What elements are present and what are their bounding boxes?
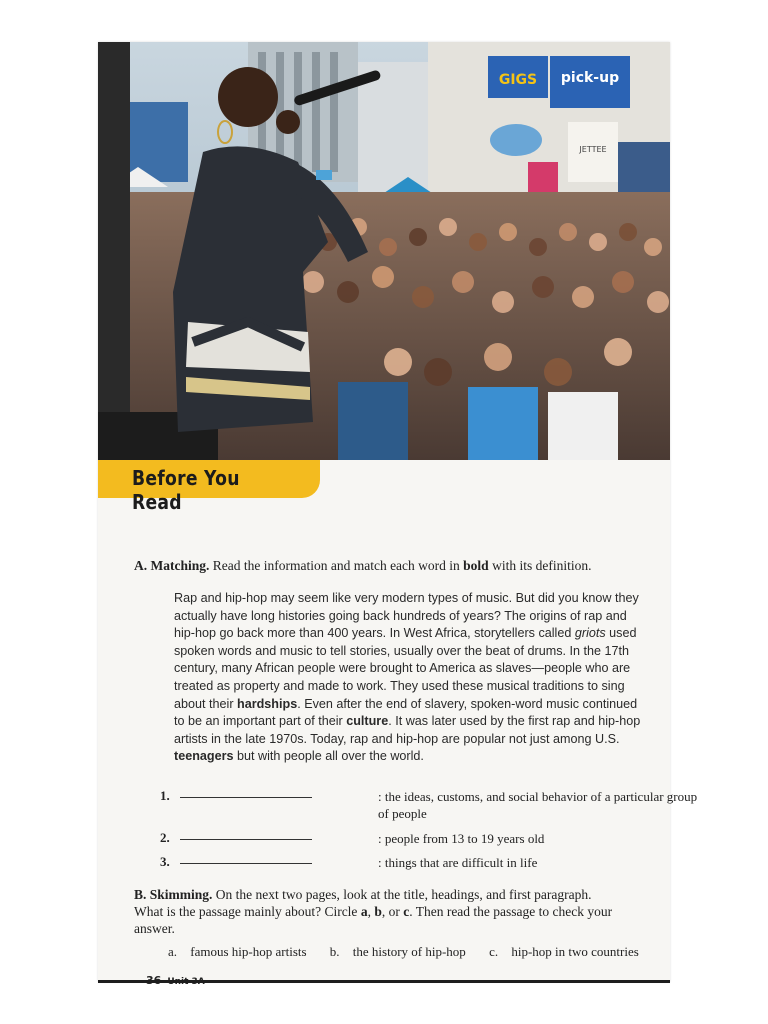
- item-definition: : things that are difficult in life: [378, 855, 538, 870]
- option-b-ref: b: [374, 904, 382, 919]
- passage-part-1: Rap and hip-hop may seem like very modern types of music. But did you know they actually have long histories going back hundreds of years? The origins of rap and hip-hop go back more than 400 years. In West Africa, storytellers called: [174, 591, 639, 641]
- option-c-text: hip-hop in two countries: [511, 944, 639, 959]
- passage-part-3: . Even after the end of slavery, spoken-word music continued to be an important part of their: [174, 696, 638, 729]
- section-a-instruction-post: with its definition.: [492, 558, 592, 573]
- answer-blank-1[interactable]: [180, 796, 312, 798]
- section-b-instruction: On the next two pages, look at the title, headings, and first paragraph. What is the passage mainly about? Circle: [134, 887, 592, 919]
- matching-item-3: [160, 854, 660, 870]
- option-b-text: the history of hip-hop: [352, 944, 466, 959]
- section-b-instruction-end: . Then read the passage to check your answer.: [134, 904, 613, 936]
- section-a-title: Matching.: [150, 558, 210, 573]
- item-definition: : the ideas, customs, and social behavior of a particular group of people: [378, 789, 698, 821]
- passage-hardships: hardships: [237, 696, 298, 711]
- concert-photo: [98, 42, 670, 460]
- passage-culture: culture: [346, 714, 389, 729]
- option-c-ref: c: [403, 904, 410, 919]
- option-a-letter: a.: [168, 944, 178, 959]
- gigs-sign-text: GIGS: [498, 72, 538, 88]
- option-b[interactable]: [330, 944, 476, 959]
- passage-part-5: but with people all over the world.: [237, 749, 424, 764]
- passage-part-2: used spoken words and music to tell stories, usually over the beat of drums. In the 17th century, many African people were brought to America as slaves—people who are treated as property and made to work. They used these musical traditions to sing about their: [174, 626, 637, 711]
- answer-options: [168, 944, 668, 960]
- answer-blank-3[interactable]: [180, 862, 312, 864]
- pickup-sign-text: pick-up: [560, 70, 620, 86]
- matching-item-1: [160, 788, 698, 821]
- option-a-ref: a: [360, 904, 368, 919]
- item-number: 3.: [160, 854, 170, 869]
- option-a[interactable]: [168, 944, 317, 959]
- section-a-letter: A.: [134, 558, 148, 573]
- item-number: 2.: [160, 830, 170, 845]
- matching-item-2: [160, 830, 660, 846]
- option-c[interactable]: [489, 944, 649, 959]
- section-a-instruction-bold: bold: [463, 558, 489, 573]
- section-b-heading: B. Skimming. On the next two pages, look at the title, headings, and first paragraph. What is the passage mainly about? Circle a, b, or c. Then read the passage to check your answer.: [134, 887, 613, 936]
- passage-griots: griots: [574, 626, 606, 641]
- bottom-rule: [98, 980, 670, 983]
- section-b-letter: B.: [134, 887, 147, 902]
- item-number: 1.: [160, 788, 170, 803]
- option-b-letter: b.: [329, 944, 340, 959]
- before-you-read-banner: [98, 460, 320, 514]
- section-a-instruction-pre: Read the information and match each word in: [212, 558, 460, 573]
- answer-blank-2[interactable]: [180, 838, 312, 840]
- item-definition: : people from 13 to 19 years old: [378, 831, 545, 846]
- reading-passage: [174, 590, 646, 766]
- textbook-page: [98, 42, 698, 982]
- section-b-title: Skimming.: [149, 887, 213, 902]
- section-b-or: , or: [381, 904, 400, 919]
- banner-title: Before You Read: [132, 466, 240, 514]
- jettee-sign-text: JETTEE: [579, 145, 607, 154]
- option-a-text: famous hip-hop artists: [190, 944, 307, 959]
- section-a-heading: [134, 558, 591, 574]
- option-c-letter: c.: [489, 944, 499, 959]
- passage-part-4: . It was later used by the first rap and hip-hop artists in the late 1970s. Today, rap and hip-hop are popular not just among U.S.: [174, 714, 641, 746]
- passage-teenagers: teenagers: [174, 749, 234, 764]
